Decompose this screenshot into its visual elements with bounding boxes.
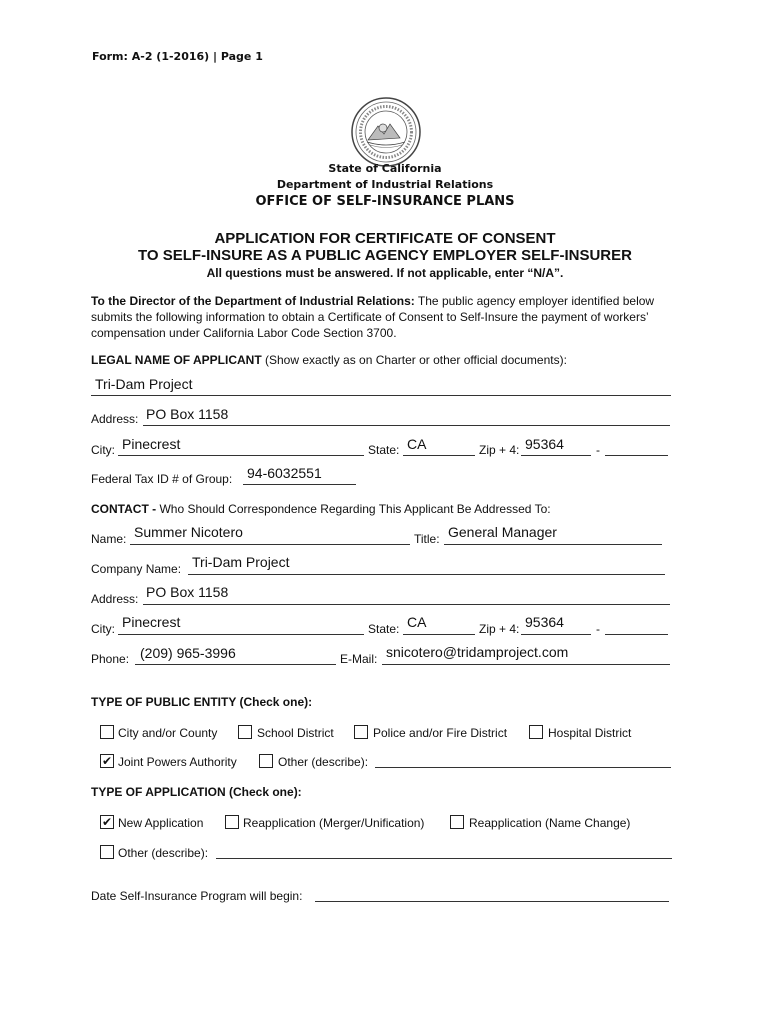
company-label: Company Name:: [91, 562, 182, 576]
contact-heading-rest: Who Should Correspondence Regarding This Applicant Be Addressed To:: [156, 502, 551, 516]
email-field[interactable]: snicotero@tridamproject.com: [386, 644, 569, 660]
contact-title-field[interactable]: General Manager: [448, 524, 557, 540]
intro-paragraph: [91, 293, 681, 341]
option-police-fire: Police and/or Fire District: [373, 726, 508, 740]
phone-label: Phone:: [91, 652, 130, 666]
city-field[interactable]: Pinecrest: [122, 436, 181, 452]
checkbox-school-district[interactable]: [238, 725, 252, 739]
email-underline: [382, 664, 670, 665]
checkbox-reapp-merger[interactable]: [225, 815, 239, 829]
contact-heading-bold: CONTACT -: [91, 502, 157, 516]
contact-title-label: Title:: [414, 532, 440, 546]
entity-other-underline[interactable]: [375, 767, 671, 768]
contact-state-underline: [403, 634, 475, 635]
state-underline: [403, 455, 475, 456]
phone-field[interactable]: (209) 965-3996: [140, 645, 236, 661]
contact-state-field[interactable]: CA: [407, 614, 427, 630]
contact-title-underline: [444, 544, 662, 545]
option-reapp-name-change: Reapplication (Name Change): [469, 816, 631, 830]
checkbox-entity-other[interactable]: [259, 754, 273, 768]
option-entity-other: Other (describe):: [278, 755, 369, 769]
contact-city-label: City:: [91, 622, 115, 636]
company-field[interactable]: Tri-Dam Project: [192, 554, 290, 570]
option-new-application: New Application: [118, 816, 204, 830]
contact-address-label: Address:: [91, 592, 139, 606]
form-id: Form: A-2 (1-2016) | Page 1: [92, 50, 263, 63]
checkbox-hospital-district[interactable]: [529, 725, 543, 739]
option-application-other: Other (describe):: [118, 846, 209, 860]
zip-ext-underline[interactable]: [605, 455, 668, 456]
california-state-seal-icon: [350, 96, 422, 168]
contact-zip-underline: [521, 634, 591, 635]
zip-underline: [521, 455, 591, 456]
contact-name-field[interactable]: Summer Nicotero: [134, 524, 243, 540]
checkbox-joint-powers[interactable]: [100, 754, 114, 768]
contact-name-underline: [130, 544, 410, 545]
instruction-text: All questions must be answered. If not applicable, enter “N/A”.: [206, 266, 564, 280]
intro-lead: To the Director of the Department of Industrial Relations:: [91, 294, 415, 308]
application-other-underline[interactable]: [216, 858, 672, 859]
contact-zip-field[interactable]: 95364: [525, 614, 564, 630]
option-school-district: School District: [257, 726, 334, 740]
state-field[interactable]: CA: [407, 436, 427, 452]
option-hospital-district: Hospital District: [548, 726, 632, 740]
entity-heading: TYPE OF PUBLIC ENTITY (Check one):: [91, 695, 313, 709]
application-heading: TYPE OF APPLICATION (Check one):: [91, 785, 302, 799]
email-label: E-Mail:: [340, 652, 378, 666]
legal-name-underline: [91, 395, 671, 396]
tax-id-label: Federal Tax ID # of Group:: [91, 472, 233, 486]
company-underline: [188, 574, 665, 575]
checkbox-application-other[interactable]: [100, 845, 114, 859]
check-icon: ✔: [101, 815, 113, 829]
checkbox-new-application[interactable]: [100, 815, 114, 829]
legal-name-field[interactable]: Tri-Dam Project: [95, 376, 193, 392]
form-title-line1: APPLICATION FOR CERTIFICATE OF CONSENT: [214, 230, 556, 247]
state-name: State of California: [328, 162, 442, 175]
check-icon: ✔: [101, 754, 113, 768]
contact-city-field[interactable]: Pinecrest: [122, 614, 181, 630]
contact-state-label: State:: [368, 622, 400, 636]
city-underline: [118, 455, 364, 456]
contact-zip-ext-underline[interactable]: [605, 634, 668, 635]
tax-id-field[interactable]: 94-6032551: [247, 465, 322, 481]
legal-name-label: LEGAL NAME OF APPLICANT: [91, 353, 262, 367]
zip-label: Zip + 4:: [479, 443, 520, 457]
phone-underline: [135, 664, 336, 665]
state-label: State:: [368, 443, 400, 457]
contact-name-label: Name:: [91, 532, 127, 546]
program-date-label: Date Self-Insurance Program will begin:: [91, 889, 303, 903]
option-joint-powers: Joint Powers Authority: [118, 755, 237, 769]
checkbox-police-fire[interactable]: [354, 725, 368, 739]
department-name: Department of Industrial Relations: [276, 178, 494, 191]
option-city-county: City and/or County: [118, 726, 218, 740]
address-label: Address:: [91, 412, 139, 426]
contact-city-underline: [118, 634, 364, 635]
contact-zip-dash: -: [596, 622, 600, 636]
city-label: City:: [91, 443, 115, 457]
tax-id-underline: [243, 484, 356, 485]
program-date-underline[interactable]: [315, 901, 669, 902]
contact-zip-label: Zip + 4:: [479, 622, 520, 636]
intro-text: The public agency employer identified below submits the following information to obtain a Certificate of Consent to Self-Insure the payment of workers’ compensation under California Labor Code Section 3700.: [91, 294, 655, 340]
zip-field[interactable]: 95364: [525, 436, 564, 452]
address-field[interactable]: PO Box 1158: [146, 406, 229, 422]
option-reapp-merger: Reapplication (Merger/Unification): [243, 816, 425, 830]
legal-name-heading: [91, 353, 567, 367]
contact-address-field[interactable]: PO Box 1158: [146, 584, 229, 600]
checkbox-reapp-name-change[interactable]: [450, 815, 464, 829]
form-title-line2: TO SELF-INSURE AS A PUBLIC AGENCY EMPLOYER SELF-INSURER: [138, 247, 632, 264]
legal-name-hint: (Show exactly as on Charter or other official documents):: [261, 353, 567, 367]
address-underline: [143, 425, 670, 426]
zip-dash: -: [596, 443, 600, 457]
contact-heading: [91, 502, 551, 516]
contact-address-underline: [143, 604, 670, 605]
checkbox-city-county[interactable]: [100, 725, 114, 739]
office-name: OFFICE OF SELF-INSURANCE PLANS: [255, 194, 515, 209]
